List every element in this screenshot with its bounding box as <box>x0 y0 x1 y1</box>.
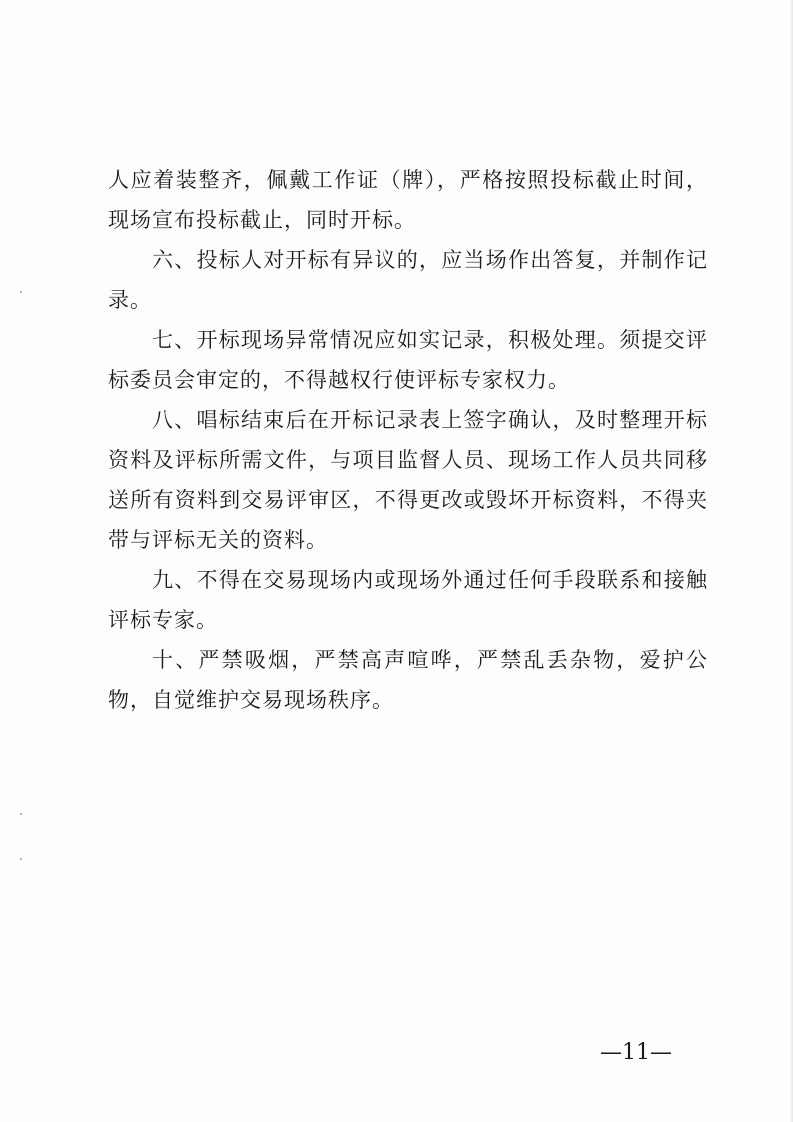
document-body <box>108 160 708 720</box>
scan-artifact-dot <box>20 813 22 815</box>
scan-artifact-dot <box>20 291 22 293</box>
page-number: —11— <box>600 1040 672 1065</box>
paragraph-item-10: 十、严禁吸烟，严禁高声喧哗，严禁乱丢杂物，爱护公物，自觉维护交易现场秩序。 <box>108 648 708 712</box>
paragraph-item-9: 九、不得在交易现场内或现场外通过任何手段联系和接触评标专家。 <box>108 568 708 632</box>
paragraph-item-7: 七、开标现场异常情况应如实记录，积极处理。须提交评标委员会审定的，不得越权行使评标专家权力。 <box>108 328 708 392</box>
paragraph-continuation: 人应着装整齐，佩戴工作证（牌），严格按照投标截止时间，现场宣布投标截止，同时开标。 <box>108 168 708 232</box>
scan-artifact-dot <box>20 858 22 860</box>
paragraph-item-8: 八、唱标结束后在开标记录表上签字确认，及时整理开标资料及评标所需文件，与项目监督人员、现场工作人员共同移送所有资料到交易评审区，不得更改或毁坏开标资料，不得夹带与评标无关的资料。 <box>108 408 708 552</box>
paragraph-item-6: 六、投标人对开标有异议的，应当场作出答复，并制作记录。 <box>108 248 708 312</box>
